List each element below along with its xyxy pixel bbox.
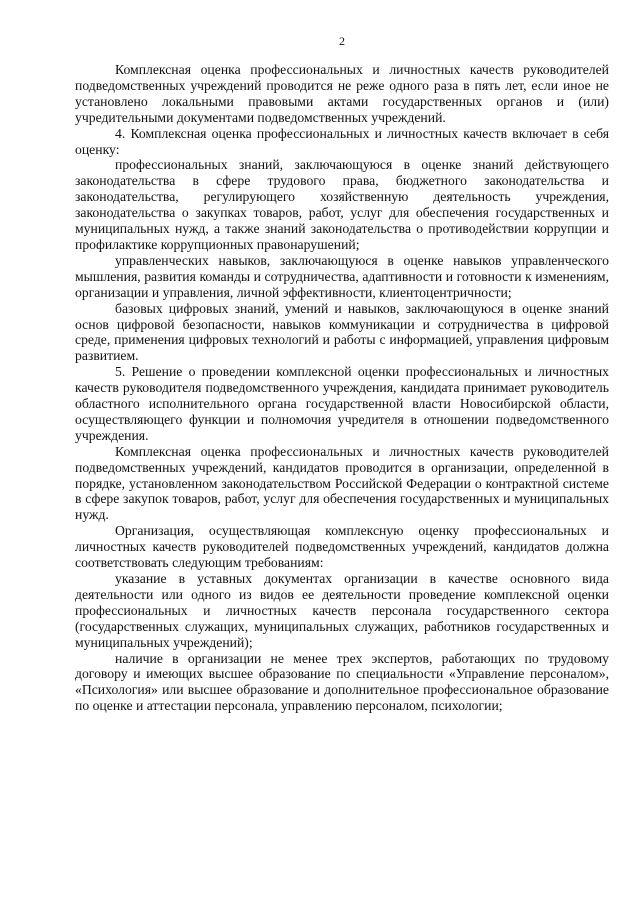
paragraph-3: профессиональных знаний, заключающуюся в оценке знаний действующего законодательства в сфере трудового права, бюджетного законодательства и законодательства, регулирующего хозяйственную деятельность учреждения, законодательства о закупках товаров, работ, услуг для обеспечения государственных и муниципальных нужд, а также знаний законодательства о противодействии коррупции и профилактике коррупционных правонарушений;	[75, 157, 609, 252]
paragraph-1: Комплексная оценка профессиональных и личностных качеств руководителей подведомственных учреждений проводится не реже одного раза в пять лет, если иное не установлено локальными правовыми актами государственных органов и (или) учредительными документами подведомственных учреждений.	[75, 62, 609, 125]
document-page	[75, 34, 609, 894]
paragraph-8: Организация, осуществляющая комплексную оценку профессиональных и личностных качеств руководителей подведомственных учреждений, кандидатов должна соответствовать следующим требованиям:	[75, 523, 609, 571]
paragraph-7: Комплексная оценка профессиональных и личностных качеств руководителей подведомственных учреждений, кандидатов проводится в организации, определенной в порядке, установленном законодательством Российской Федерации о контрактной системе в сфере закупок товаров, работ, услуг для обеспечения государственных и муниципальных нужд.	[75, 443, 609, 523]
paragraph-6: 5. Решение о проведении комплексной оценки профессиональных и личностных качеств руководителя подведомственного учреждения, кандидата принимает руководитель областного исполнительного органа государственной власти Новосибирской области, осуществляющего функции и полномочия учредителя в отношении подведомственного учреждения.	[75, 364, 609, 443]
paragraph-10: наличие в организации не менее трех экспертов, работающих по трудовому договору и имеющих высшее образование по специальности «Управление персоналом», «Психология» или высшее образование и дополнительное профессиональное образование по оценке и аттестации персонала, управлению персоналом, психологии;	[75, 650, 609, 714]
paragraph-2: 4. Комплексная оценка профессиональных и личностных качеств включает в себя оценку:	[75, 125, 609, 157]
paragraph-5: базовых цифровых знаний, умений и навыков, заключающуюся в оценке знаний основ цифровой безопасности, навыков коммуникации и сотрудничества в цифровой среде, применения цифровых технологий и работы с информацией, управления цифровым развитием.	[75, 300, 609, 364]
paragraph-4: управленческих навыков, заключающуюся в оценке навыков управленческого мышления, развития команды и сотрудничества, адаптивности и готовности к изменениям, организации и управления, личной эффективности, клиентоцентричности;	[75, 252, 609, 300]
page-number: 2	[339, 34, 345, 48]
paragraph-9: указание в уставных документах организации в качестве основного вида деятельности или одного из видов ее деятельности проведение комплексной оценки профессиональных и личностных качеств персонала государственного сектора (государственных служащих, муниципальных служащих, работников государственных и муниципальных учреждений);	[75, 571, 609, 650]
